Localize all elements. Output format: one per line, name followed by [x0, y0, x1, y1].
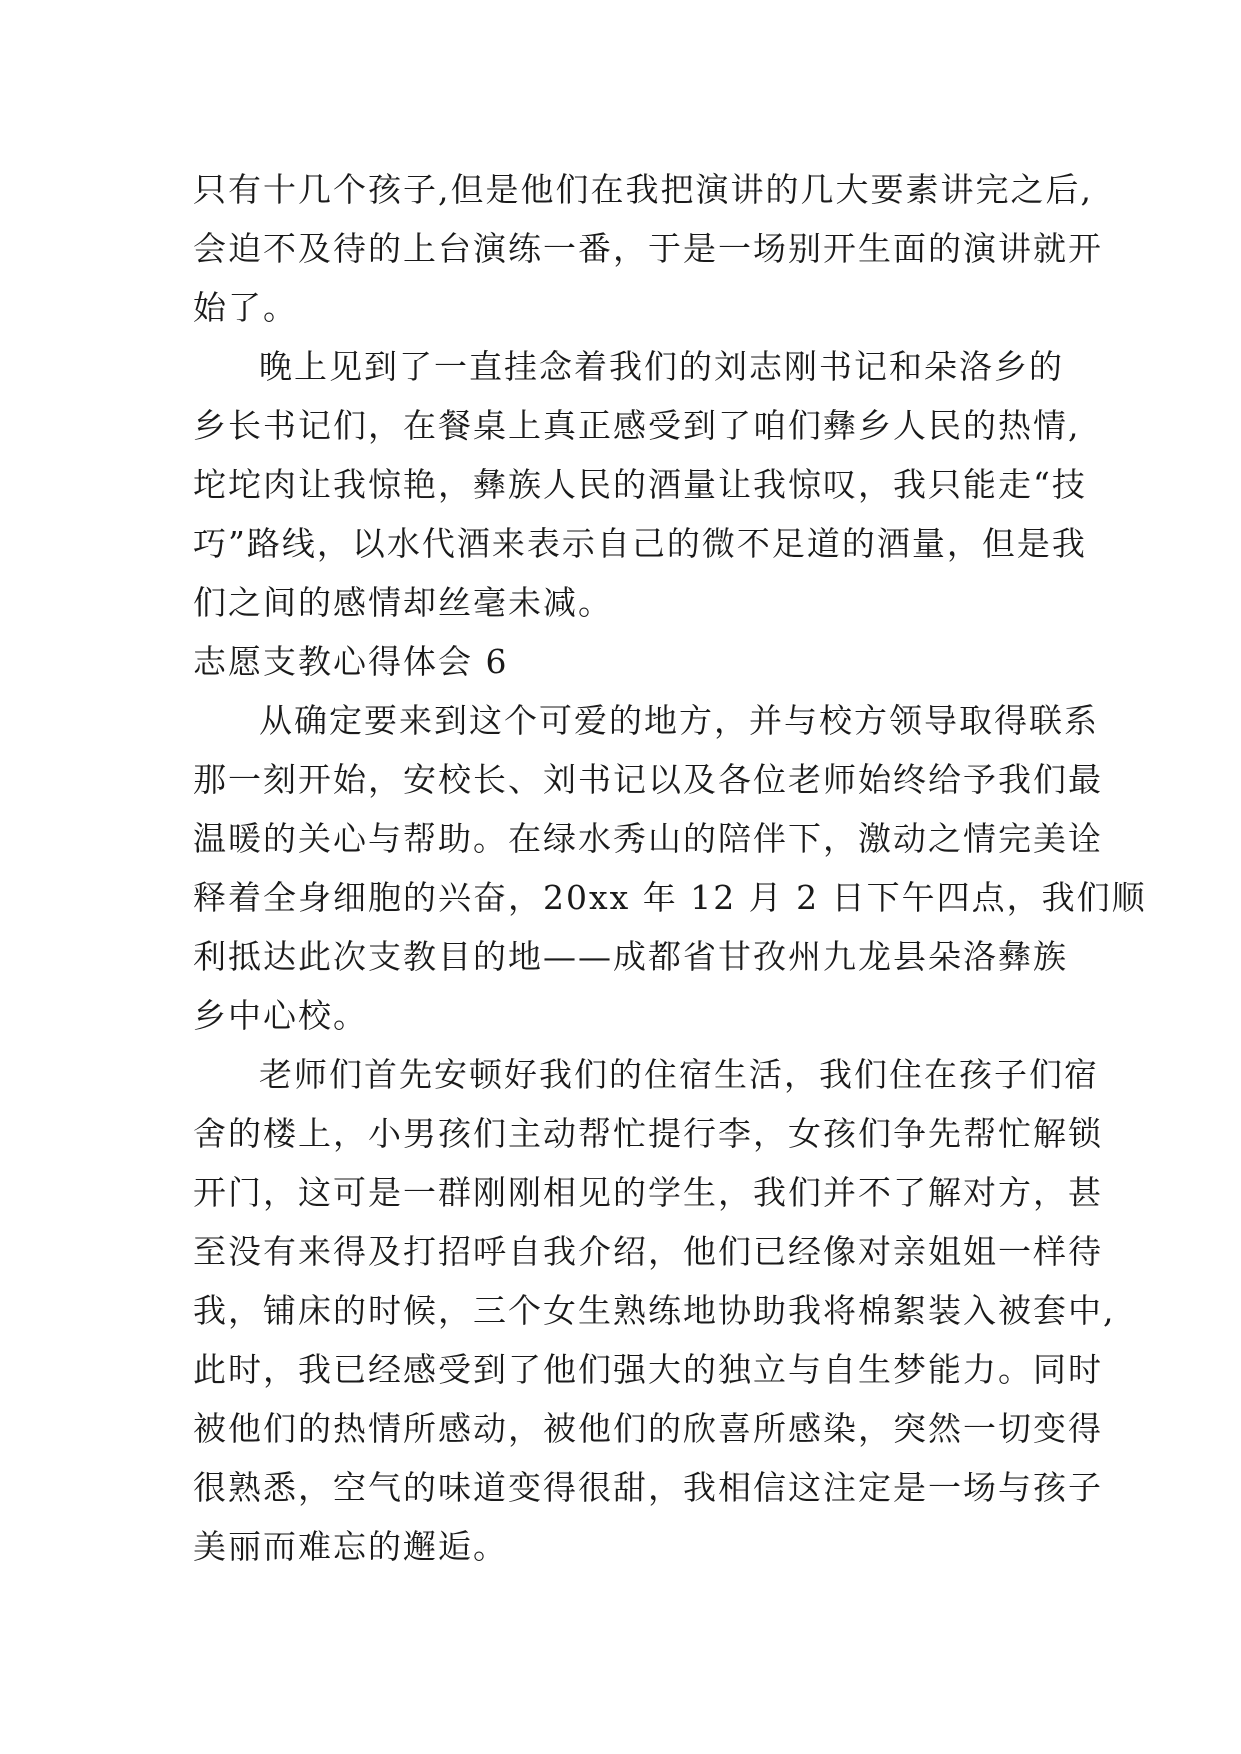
paragraph [193, 1045, 1116, 1576]
text-line: 开门，这可是一群刚刚相见的学生，我们并不了解对方，甚 [193, 1173, 1103, 1212]
text-line: 只有十几个孩子,但是他们在我把演讲的几大要素讲完之后, [193, 170, 1093, 209]
text-line: 乡长书记们，在餐桌上真正感受到了咱们彝乡人民的热情, [193, 406, 1081, 445]
paragraph [193, 691, 1147, 1045]
text-line: 释着全身细胞的兴奋，20xx 年 12 月 2 日下午四点，我们顺 [193, 878, 1147, 917]
text-line: 从确定要来到这个可爱的地方，并与校方领导取得联系 [259, 701, 1099, 740]
text-line: 始了。 [193, 288, 298, 327]
text-line: 温暖的关心与帮助。在绿水秀山的陪伴下，激动之情完美诠 [193, 819, 1103, 858]
text-line: 乡中心校。 [193, 996, 368, 1035]
document-body [193, 160, 1147, 1576]
text-line: 会迫不及待的上台演练一番，于是一场别开生面的演讲就开 [193, 229, 1103, 268]
text-line: 此时，我已经感受到了他们强大的独立与自生梦能力。同时 [193, 1350, 1103, 1389]
text-line: 被他们的热情所感动，被他们的欣喜所感染，突然一切变得 [193, 1409, 1103, 1448]
text-line: 美丽而难忘的邂逅。 [193, 1527, 508, 1566]
paragraph [193, 337, 1093, 632]
text-line: 利抵达此次支教目的地——成都省甘孜州九龙县朵洛彝族 [193, 937, 1068, 976]
text-line: 们之间的感情却丝毫未减。 [193, 583, 613, 622]
text-line: 坨坨肉让我惊艳，彝族人民的酒量让我惊叹，我只能走“技 [193, 465, 1087, 504]
text-line: 舍的楼上，小男孩们主动帮忙提行李，女孩们争先帮忙解锁 [193, 1114, 1103, 1153]
paragraph [193, 160, 1103, 337]
section-heading: 志愿支教心得体会 6 [193, 642, 509, 681]
text-line: 我，铺床的时候，三个女生熟练地协助我将棉絮装入被套中, [193, 1291, 1116, 1330]
text-line: 很熟悉，空气的味道变得很甜，我相信这注定是一场与孩子 [193, 1468, 1103, 1507]
text-line: 至没有来得及打招呼自我介绍，他们已经像对亲姐姐一样待 [193, 1232, 1103, 1271]
text-line: 巧”路线，以水代酒来表示自己的微不足道的酒量，但是我 [193, 524, 1087, 563]
text-line: 老师们首先安顿好我们的住宿生活，我们住在孩子们宿 [259, 1055, 1099, 1094]
text-line: 晚上见到了一直挂念着我们的刘志刚书记和朵洛乡的 [259, 347, 1064, 386]
text-line: 那一刻开始，安校长、刘书记以及各位老师始终给予我们最 [193, 760, 1103, 799]
